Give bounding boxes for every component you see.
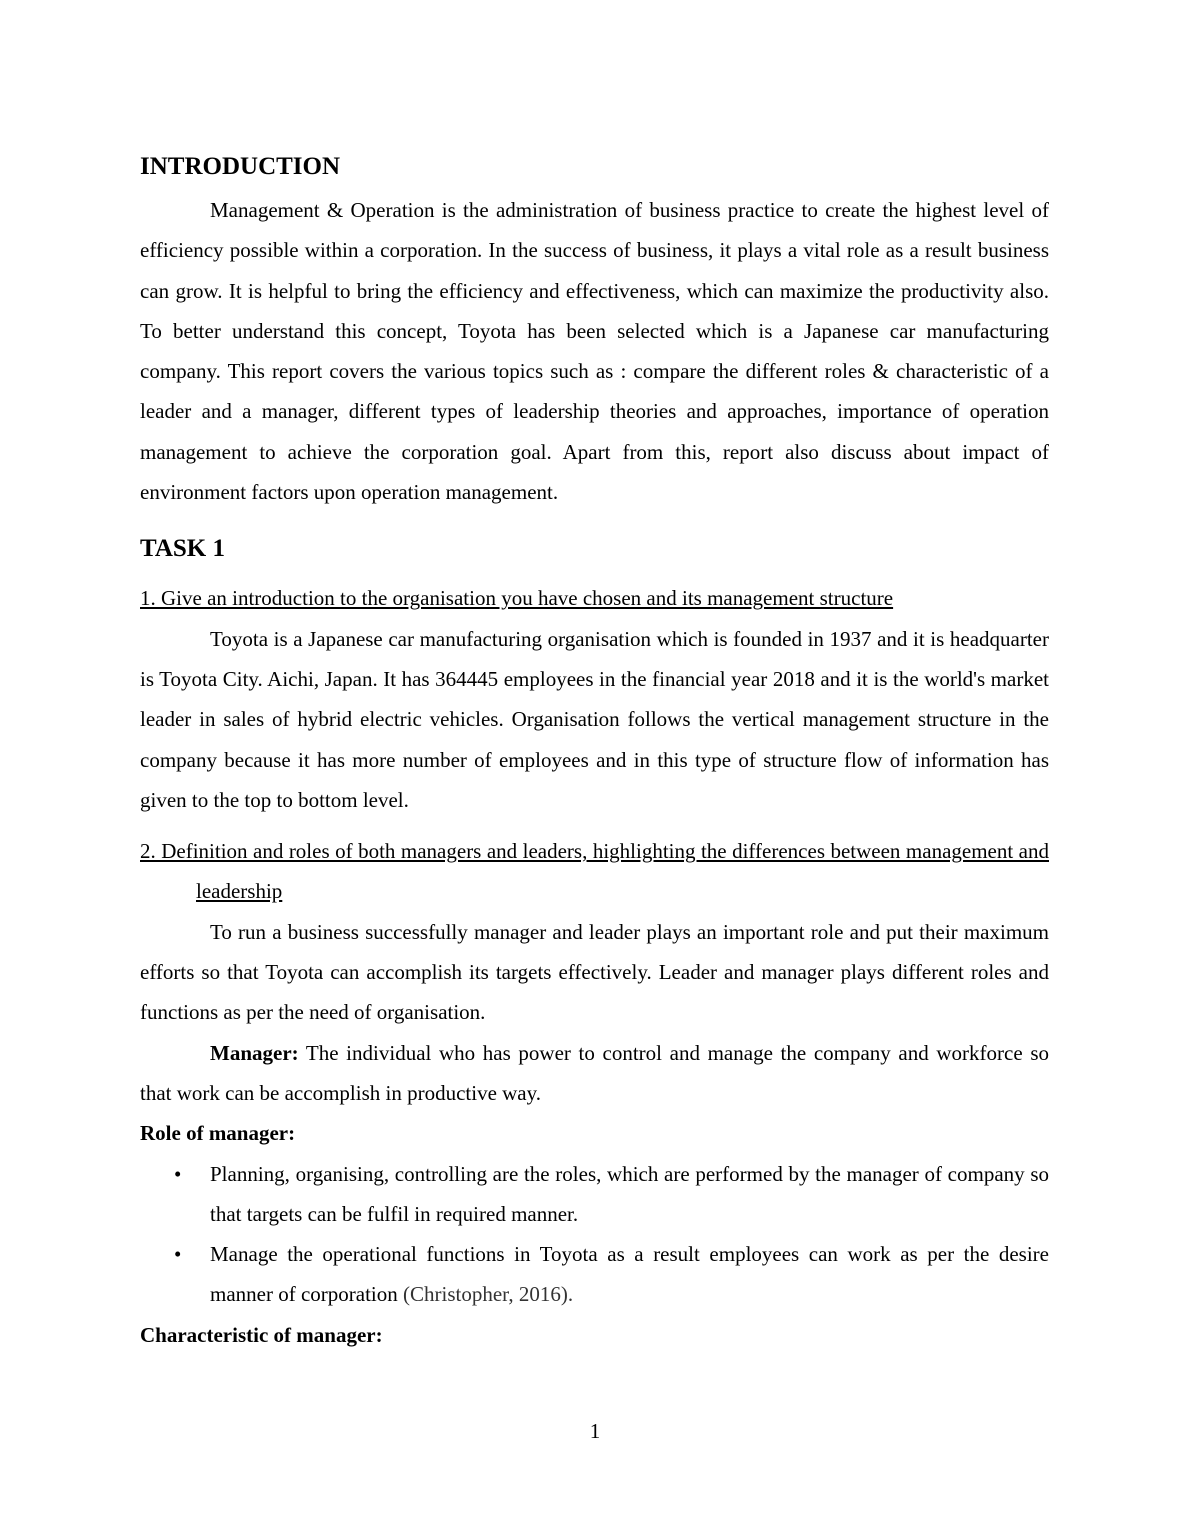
citation: (Christopher, 2016). [403, 1282, 574, 1307]
page-number: 1 [589, 1419, 601, 1443]
question-2-paragraph: To run a business successfully manager and leader plays an important role and put their maximum efforts so that Toyota can accomplish its targets effectively. Leader and manager plays different roles and functions as per the need of organisation. [140, 919, 1049, 1025]
bullet-icon: • [174, 1161, 182, 1186]
question-1-title: 1. Give an introduction to the organisation you have chosen and its management structure [140, 586, 894, 611]
question-1-paragraph: Toyota is a Japanese car manufacturing organisation which is founded in 1937 and it is headquarter is Toyota City. Aichi, Japan. It has 364445 employees in the financial year 2018 and it is the world's market leader in sales of hybrid electric vehicles. Organisation follows the vertical management structure in the company because it has more number of employees and in this type of structure flow of information has given to the top to bottom level. [140, 626, 1049, 812]
list-item [140, 1154, 1049, 1235]
role-of-manager-heading: Role of manager: [140, 1121, 296, 1146]
manager-definition-text: The individual who has power to control and manage the company and workforce so that work can be accomplish in productive way. [140, 1040, 1049, 1105]
introduction-paragraph: Management & Operation is the administration of business practice to create the highest level of efficiency possible within a corporation. In the success of business, it plays a vital role as a result business can grow. It is helpful to bring the efficiency and effectiveness, which can maximize the productivity also. To better understand this concept, Toyota has been selected which is a Japanese car manufacturing company. This report covers the various topics such as : compare the different roles & characteristic of a leader and a manager, different types of leadership theories and approaches, importance of operation management to achieve the corporation goal. Apart from this, report also discuss about impact of environment factors upon operation management. [140, 198, 1049, 505]
list-item-text: Manage the operational functions in Toyota as a result employees can work as per the desire manner of corporation [210, 1242, 1049, 1307]
document-page [140, 150, 1049, 1355]
role-of-manager-list [140, 1154, 1049, 1315]
characteristic-of-manager-heading: Characteristic of manager: [140, 1322, 383, 1347]
manager-definition [140, 1033, 1049, 1114]
bullet-icon: • [174, 1242, 182, 1267]
manager-label: Manager: [210, 1040, 299, 1065]
question-2-title: 2. Definition and roles of both managers and leaders, highlighting the differences between management and leadership [140, 839, 1049, 904]
list-item [140, 1234, 1049, 1315]
introduction-heading: INTRODUCTION [140, 153, 341, 180]
task-1-heading: TASK 1 [140, 535, 225, 563]
list-item-text: Planning, organising, controlling are the roles, which are performed by the manager of company so that targets can be fulfil in required manner. [210, 1161, 1049, 1226]
